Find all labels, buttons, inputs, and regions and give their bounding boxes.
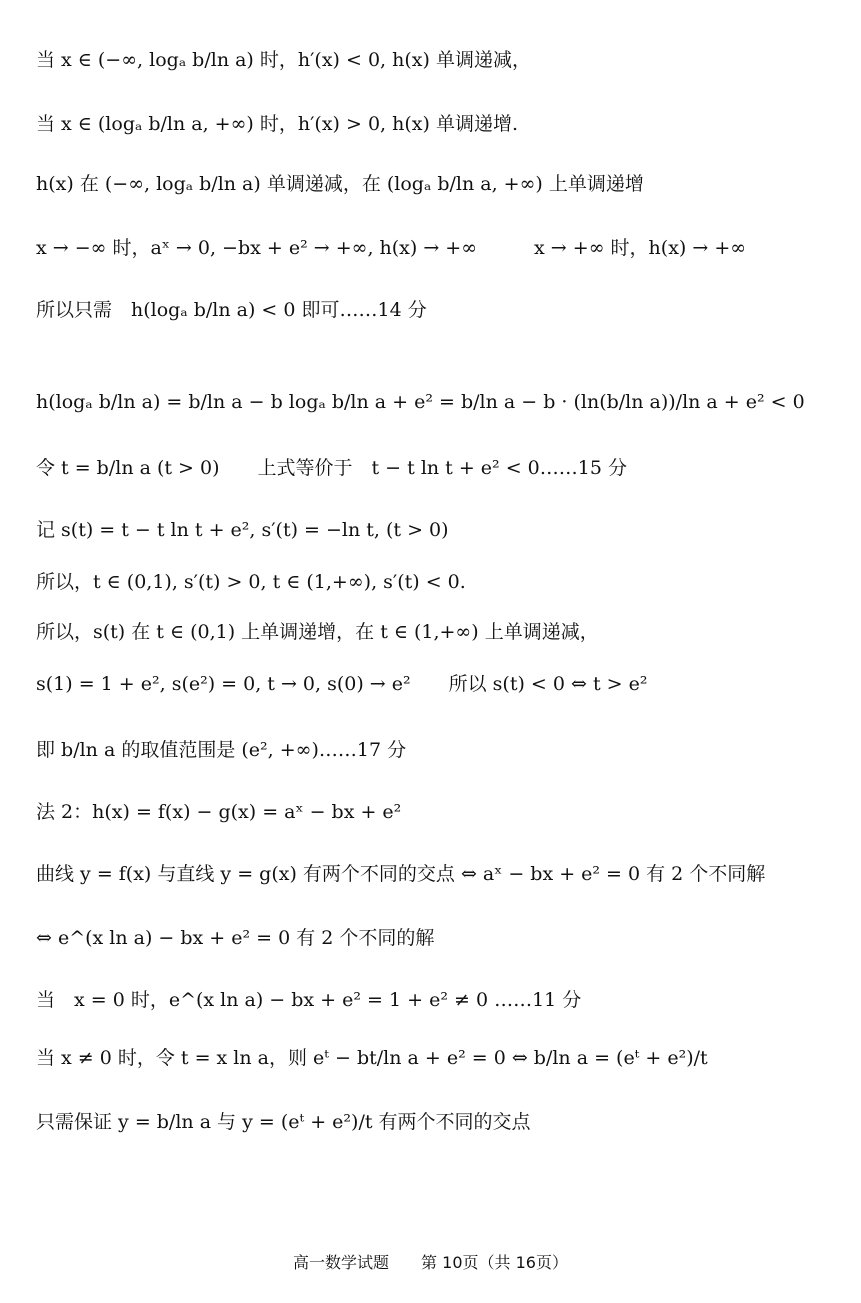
solution-line-14: 曲线 y = f(x) 与直线 y = g(x) 有两个不同的交点 ⇔ aˣ − bx + e² = 0 有 2 个不同解 (36, 863, 766, 885)
solution-line-12: 即 b/ln a 的取值范围是 (e², +∞)……17 分 (36, 739, 407, 761)
solution-line-16: 当 x = 0 时，e^(x ln a) − bx + e² = 1 + e² ≠ 0 ……11 分 (36, 989, 582, 1011)
solution-line-13: 法 2：h(x) = f(x) − g(x) = aˣ − bx + e² (36, 801, 402, 823)
solution-line-2: 当 x ∈ (logₐ b/ln a, +∞) 时，h′(x) > 0, h(x) 单调递增. (36, 113, 518, 135)
solution-line-11: s(1) = 1 + e², s(e²) = 0, t → 0, s(0) → e² 所以 s(t) < 0 ⇔ t > e² (36, 673, 648, 695)
solution-line-10: 所以，s(t) 在 t ∈ (0,1) 上单调递增，在 t ∈ (1,+∞) 上单调递减， (36, 621, 599, 643)
solution-line-7: 令 t = b/ln a (t > 0) 上式等价于 t − t ln t + e² < 0……15 分 (36, 457, 627, 479)
solution-line-3: h(x) 在 (−∞, logₐ b/ln a) 单调递减，在 (logₐ b/ln a, +∞) 上单调递增 (36, 173, 644, 195)
solution-line-15: ⇔ e^(x ln a) − bx + e² = 0 有 2 个不同的解 (36, 927, 435, 949)
solution-line-1: 当 x ∈ (−∞, logₐ b/ln a) 时，h′(x) < 0, h(x) 单调递减， (36, 49, 531, 71)
solution-line-4: x → −∞ 时，aˣ → 0, −bx + e² → +∞, h(x) → +∞ x → +∞ 时，h(x) → +∞ (36, 237, 747, 259)
solution-line-17: 当 x ≠ 0 时，令 t = x ln a，则 eᵗ − bt/ln a + e² = 0 ⇔ b/ln a = (eᵗ + e²)/t (36, 1047, 708, 1069)
solution-line-18: 只需保证 y = b/ln a 与 y = (eᵗ + e²)/t 有两个不同的交点 (36, 1111, 531, 1133)
solution-line-5: 所以只需 h(logₐ b/ln a) < 0 即可……14 分 (36, 299, 427, 321)
solution-line-8: 记 s(t) = t − t ln t + e², s′(t) = −ln t, (t > 0) (36, 519, 449, 541)
page-footer: 高一数学试题 第 10页（共 16页） (293, 1253, 568, 1272)
solution-line-9: 所以，t ∈ (0,1), s′(t) > 0, t ∈ (1,+∞), s′(t) < 0. (36, 571, 466, 593)
solution-line-6: h(logₐ b/ln a) = b/ln a − b logₐ b/ln a + e² = b/ln a − b · (ln(b/ln a))/ln a + e² < 0 (36, 391, 805, 413)
